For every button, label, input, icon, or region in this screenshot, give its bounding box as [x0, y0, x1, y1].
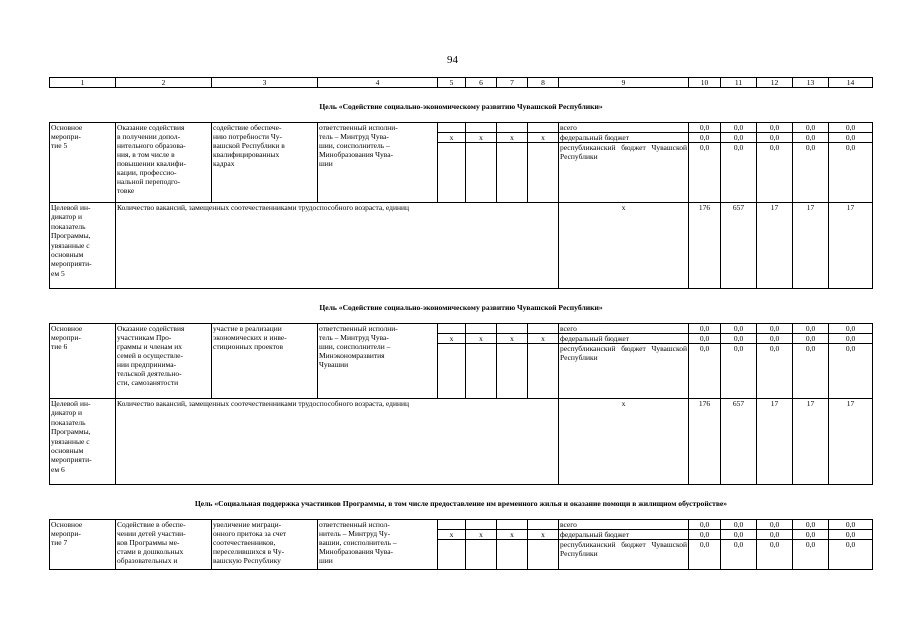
funding-source: федеральный бюджет: [559, 530, 689, 540]
measure-executors-line: шии, соисполнители –: [319, 342, 391, 351]
measure-purpose-line: переселившихся в Чу-: [213, 547, 285, 556]
funding-value: 0,0: [721, 334, 757, 344]
measure-executors-line: нитель – Минтруд Чу-: [319, 529, 391, 538]
table-row: [50, 123, 873, 133]
measure-executors-line: тель – Минтруд Чува-: [319, 132, 389, 141]
mark-cell: x: [438, 133, 466, 143]
empty-cell: [528, 520, 559, 530]
measure-number-line: Основное: [51, 324, 83, 333]
column-number: 4: [318, 78, 438, 88]
mark-cell: x: [438, 530, 466, 540]
indicator-label-line: Программы,: [51, 427, 91, 437]
program-table: [49, 77, 873, 570]
funding-value: 0,0: [689, 324, 721, 334]
measure-purpose-line: вашской Республики в: [213, 141, 285, 150]
empty-cell: [438, 324, 466, 334]
measure-title-line: сти, самозанятости: [117, 378, 179, 387]
funding-value: 0,0: [829, 334, 873, 344]
measure-purpose-line: нию потребности Чу-: [213, 132, 283, 141]
indicator-value: 17: [829, 203, 873, 289]
measure-number-line: меропри-: [51, 132, 81, 141]
mark-cell: x: [466, 334, 497, 344]
measure-executors: [318, 324, 438, 399]
indicator-value: 176: [689, 203, 721, 289]
funding-value: 0,0: [721, 133, 757, 143]
funding-value: 0,0: [829, 530, 873, 540]
mark-cell: x: [497, 133, 528, 143]
measure-title: [116, 324, 212, 399]
goal-title: Цель «Содействие социально-экономическому развитию Чувашской Республики»: [50, 88, 873, 123]
column-number: 7: [497, 78, 528, 88]
measure-title: [116, 520, 212, 570]
empty-cell: [528, 344, 559, 399]
indicator-value: 176: [689, 399, 721, 485]
column-number: 6: [466, 78, 497, 88]
indicator-value: 17: [757, 399, 793, 485]
indicator-label-line: увязанные с: [51, 436, 90, 446]
empty-cell: [528, 123, 559, 133]
measure-title-line: повышении квалифи-: [117, 159, 186, 168]
column-number: 3: [212, 78, 318, 88]
indicator-mark: x: [559, 399, 689, 485]
funding-value: 0,0: [721, 344, 757, 399]
funding-value: 0,0: [829, 123, 873, 133]
measure-executors-line: тель – Минтруд Чува-: [319, 333, 389, 342]
measure-executors-line: ответственный исполни-: [319, 324, 398, 333]
measure-executors: [318, 123, 438, 203]
measure-executors-line: шии: [319, 159, 333, 168]
indicator-label-line: мероприяти-: [51, 455, 92, 465]
indicator-label-line: Целевой ин-: [51, 399, 91, 408]
empty-cell: [466, 540, 497, 570]
funding-value: 0,0: [793, 334, 829, 344]
empty-cell: [438, 520, 466, 530]
indicator-value: 657: [721, 399, 757, 485]
indicator-value: 17: [757, 203, 793, 289]
measure-number-line: тие 6: [51, 342, 68, 351]
indicator-label-line: увязанные с: [51, 240, 90, 250]
measure-purpose-line: квалифицированных: [213, 150, 280, 159]
mark-cell: x: [528, 133, 559, 143]
table-row: [50, 289, 873, 324]
funding-value: 0,0: [757, 344, 793, 399]
measure-title-line: нальной переподго-: [117, 177, 181, 186]
measure-number-line: меропри-: [51, 333, 81, 342]
funding-value: 0,0: [829, 344, 873, 399]
measure-title-line: ния, в том числе в: [117, 150, 175, 159]
indicator-value: 17: [793, 399, 829, 485]
measure-title-line: граммы и членам их: [117, 342, 183, 351]
empty-cell: [528, 143, 559, 203]
empty-cell: [497, 520, 528, 530]
funding-value: 0,0: [757, 123, 793, 133]
funding-value: 0,0: [721, 520, 757, 530]
measure-purpose-line: стиционных проектов: [213, 342, 284, 351]
mark-cell: x: [438, 334, 466, 344]
column-number: 12: [757, 78, 793, 88]
funding-value: 0,0: [689, 133, 721, 143]
funding-value: 0,0: [793, 324, 829, 334]
indicator-mark: x: [559, 203, 689, 289]
funding-value: 0,0: [829, 143, 873, 203]
funding-source: всего: [559, 520, 689, 530]
indicator-label-line: ем 6: [51, 464, 65, 474]
indicator-label-line: основным: [51, 250, 84, 260]
page-number: 94: [447, 54, 458, 66]
measure-title-line: в получении допол-: [117, 132, 181, 141]
indicator-value: 17: [829, 399, 873, 485]
measure-executors: [318, 520, 438, 570]
table-row: [50, 88, 873, 123]
indicator-label: [50, 399, 116, 485]
funding-value: 0,0: [689, 123, 721, 133]
funding-source: федеральный бюджет: [559, 334, 689, 344]
measure-purpose: [212, 520, 318, 570]
measure-number-line: Основное: [51, 123, 83, 132]
funding-value: 0,0: [689, 143, 721, 203]
indicator-label-line: основным: [51, 446, 84, 456]
measure-purpose-line: онного притока за счет: [213, 529, 287, 538]
table-row: [50, 485, 873, 520]
column-number: 9: [559, 78, 689, 88]
funding-value: 0,0: [721, 143, 757, 203]
empty-cell: [497, 143, 528, 203]
funding-value: 0,0: [829, 520, 873, 530]
indicator-label-line: показатель: [51, 221, 86, 231]
measure-title-line: образовательных и: [117, 556, 178, 565]
empty-cell: [528, 324, 559, 334]
measure-number-line: Основное: [51, 520, 83, 529]
funding-value: 0,0: [757, 520, 793, 530]
funding-value: 0,0: [757, 540, 793, 570]
measure-executors-line: Чувашии: [319, 360, 349, 369]
measure-executors-line: Минэкономразвития: [319, 351, 385, 360]
indicator-text: Количество вакансий, замещенных соотечественниками трудоспособного возраста, единиц: [116, 399, 559, 485]
empty-cell: [438, 143, 466, 203]
indicator-label-line: мероприяти-: [51, 259, 92, 269]
funding-value: 0,0: [793, 520, 829, 530]
empty-cell: [466, 123, 497, 133]
mark-cell: x: [497, 530, 528, 540]
measure-title-line: нительного образова-: [117, 141, 186, 150]
empty-cell: [497, 540, 528, 570]
empty-cell: [438, 344, 466, 399]
table-row: [50, 324, 873, 334]
column-number: 1: [50, 78, 116, 88]
measure-title-line: стами в дошкольных: [117, 547, 184, 556]
mark-cell: x: [497, 334, 528, 344]
funding-value: 0,0: [793, 344, 829, 399]
column-number: 14: [829, 78, 873, 88]
goal-title: Цель «Содействие социально-экономическому развитию Чувашской Республики»: [50, 289, 873, 324]
measure-number: [50, 324, 116, 399]
mark-cell: x: [466, 530, 497, 540]
measure-purpose-line: кадрах: [213, 159, 235, 168]
measure-title-line: участникам Про-: [117, 333, 172, 342]
funding-value: 0,0: [757, 143, 793, 203]
funding-value: 0,0: [757, 133, 793, 143]
funding-value: 0,0: [829, 133, 873, 143]
funding-value: 0,0: [689, 334, 721, 344]
funding-value: 0,0: [689, 344, 721, 399]
funding-value: 0,0: [689, 530, 721, 540]
column-number: 2: [116, 78, 212, 88]
funding-value: 0,0: [721, 530, 757, 540]
measure-title-line: Оказание содействия: [117, 123, 185, 132]
measure-executors-line: шии, соисполнитель –: [319, 141, 390, 150]
empty-cell: [497, 324, 528, 334]
measure-purpose: [212, 324, 318, 399]
funding-value: 0,0: [721, 324, 757, 334]
funding-value: 0,0: [829, 324, 873, 334]
table-row: [50, 78, 873, 88]
measure-purpose: [212, 123, 318, 203]
measure-number: [50, 520, 116, 570]
funding-value: 0,0: [757, 530, 793, 540]
table-row: [50, 399, 873, 485]
funding-source: республиканский бюджет Чувашской Республики: [559, 540, 689, 570]
funding-source: федеральный бюджет: [559, 133, 689, 143]
measure-executors-line: шии: [319, 556, 333, 565]
indicator-label-line: Программы,: [51, 231, 91, 241]
measure-title-line: нии предпринима-: [117, 360, 177, 369]
measure-executors-line: ответственный испол-: [319, 520, 390, 529]
column-number: 13: [793, 78, 829, 88]
empty-cell: [466, 344, 497, 399]
measure-number: [50, 123, 116, 203]
column-number: 8: [528, 78, 559, 88]
measure-number-line: тие 5: [51, 141, 68, 150]
indicator-label-line: дикатор и: [51, 212, 83, 222]
measure-title-line: ков Программы ме-: [117, 538, 180, 547]
funding-value: 0,0: [829, 540, 873, 570]
indicator-value: 17: [793, 203, 829, 289]
measure-title-line: кации, профессио-: [117, 168, 177, 177]
measure-title-line: тельской деятельно-: [117, 369, 182, 378]
empty-cell: [466, 520, 497, 530]
indicator-value: 657: [721, 203, 757, 289]
indicator-label: [50, 203, 116, 289]
goal-title: Цель «Социальная поддержка участников Программы, в том числе предоставление им временного жилья и оказание помощи в жилищном обустройстве»: [50, 485, 873, 520]
indicator-label-line: показатель: [51, 417, 86, 427]
measure-title-line: Оказание содействия: [117, 324, 185, 333]
empty-cell: [497, 123, 528, 133]
empty-cell: [438, 123, 466, 133]
funding-source: республиканский бюджет Чувашской Республики: [559, 344, 689, 399]
empty-cell: [497, 344, 528, 399]
mark-cell: x: [466, 133, 497, 143]
funding-value: 0,0: [793, 123, 829, 133]
measure-purpose-line: содействие обеспече-: [213, 123, 282, 132]
table-row: [50, 203, 873, 289]
funding-value: 0,0: [757, 324, 793, 334]
measure-executors-line: Минобразования Чува-: [319, 547, 394, 556]
funding-value: 0,0: [793, 540, 829, 570]
measure-executors-line: ответственный исполни-: [319, 123, 398, 132]
funding-value: 0,0: [721, 540, 757, 570]
funding-source: республиканский бюджет Чувашской Республики: [559, 143, 689, 203]
funding-value: 0,0: [721, 123, 757, 133]
measure-executors-line: вашии, соисполнитель –: [319, 538, 397, 547]
empty-cell: [528, 540, 559, 570]
measure-executors-line: Минобразования Чува-: [319, 150, 394, 159]
measure-title-line: Содействие в обеспе-: [117, 520, 186, 529]
empty-cell: [466, 143, 497, 203]
measure-title-line: семей в осуществле-: [117, 351, 183, 360]
measure-purpose-line: соотечественников,: [213, 538, 276, 547]
indicator-text: Количество вакансий, замещенных соотечественниками трудоспособного возраста, единиц: [116, 203, 559, 289]
measure-number-line: тие 7: [51, 538, 68, 547]
column-number: 5: [438, 78, 466, 88]
column-number: 11: [721, 78, 757, 88]
table-row: [50, 520, 873, 530]
funding-value: 0,0: [793, 143, 829, 203]
measure-purpose-line: участие в реализации: [213, 324, 282, 333]
funding-value: 0,0: [793, 133, 829, 143]
measure-number-line: меропри-: [51, 529, 81, 538]
column-number: 10: [689, 78, 721, 88]
measure-purpose-line: экономических и инве-: [213, 333, 287, 342]
indicator-label-line: дикатор и: [51, 408, 83, 418]
funding-value: 0,0: [793, 530, 829, 540]
mark-cell: x: [528, 530, 559, 540]
funding-source: всего: [559, 123, 689, 133]
indicator-label-line: Целевой ин-: [51, 203, 91, 212]
measure-title-line: чении детей участни-: [117, 529, 186, 538]
measure-title: [116, 123, 212, 203]
mark-cell: x: [528, 334, 559, 344]
funding-source: всего: [559, 324, 689, 334]
empty-cell: [438, 540, 466, 570]
measure-purpose-line: увеличение миграци-: [213, 520, 282, 529]
funding-value: 0,0: [757, 334, 793, 344]
empty-cell: [466, 324, 497, 334]
indicator-label-line: ем 5: [51, 268, 65, 278]
funding-value: 0,0: [689, 540, 721, 570]
measure-title-line: товке: [117, 186, 135, 195]
funding-value: 0,0: [689, 520, 721, 530]
measure-purpose-line: вашскую Республику: [213, 556, 281, 565]
